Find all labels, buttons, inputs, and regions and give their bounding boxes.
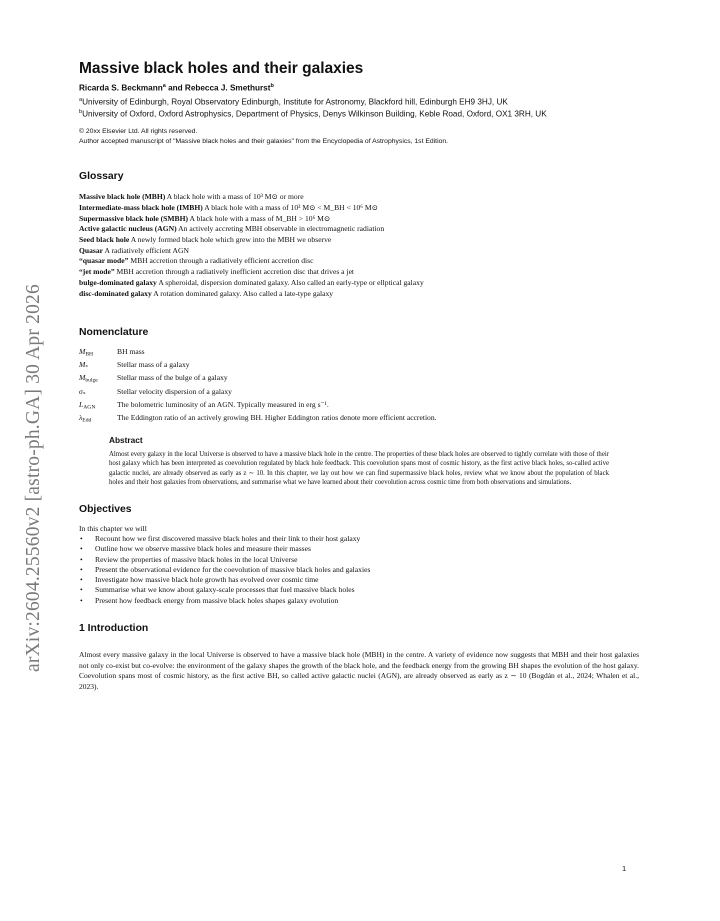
glossary-item — [79, 289, 639, 300]
nomenclature-description: Stellar velocity dispersion of a galaxy — [117, 386, 232, 396]
glossary-item — [79, 278, 639, 289]
objective-item: • Recount how we first discovered massive black holes and their link to their host galaxy — [79, 534, 639, 544]
nomenclature-row — [79, 413, 639, 426]
symbol-subscript: BH — [85, 351, 94, 358]
nomenclature-section — [79, 327, 639, 426]
author-2-affil-mark: b — [270, 83, 274, 89]
nomenclature-row — [79, 400, 639, 413]
glossary-definition: MBH accretion through a radiatively efficient accretion disc — [130, 256, 314, 266]
symbol-subscript: AGN — [83, 404, 96, 411]
glossary-definition: MBH accretion through a radiatively inefficient accretion disc that drives a jet — [116, 267, 355, 277]
symbol-base: M — [79, 360, 86, 370]
nomenclature-row — [79, 347, 639, 360]
glossary-term: Seed black hole — [79, 235, 130, 245]
affiliation-b — [79, 107, 639, 120]
glossary-definition: A black hole with a mass of 10³ M⊙ or more — [166, 192, 304, 202]
glossary-term: Active galactic nucleus (AGN) — [79, 224, 177, 234]
symbol-base: σ — [79, 386, 83, 396]
nomenclature-symbol — [79, 360, 117, 373]
glossary-definition: A black hole with a mass of 10³ M⊙ < M_BH < 10⁶ M⊙ — [204, 202, 378, 212]
arxiv-identifier-text: arXiv:2604.25560v2 [astro-ph.GA] 30 Apr 2026 — [23, 284, 44, 672]
author-1: Ricarda S. Beckmann — [79, 83, 163, 93]
author-2: Rebecca J. Smethurst — [184, 83, 271, 93]
copyright-line: © 20xx Elsevier Ltd. All rights reserved. — [79, 128, 198, 136]
glossary-item — [79, 203, 639, 214]
objective-item: • Investigate how massive black hole growth has evolved over cosmic time — [79, 575, 639, 585]
introduction-text: Almost every massive galaxy in the local Universe is observed to have a massive black hole (MBH) in the centre. A variety of evidence now suggests that MBH and their host galaxies not only co-exist but co-evolve: the environment of the galaxy shapes the growth of the black hole, and the feedback energy from the growing BH shapes the evolution of the host galaxy. Coevolution spans most of cosmic history, as the first active BH, so called active galactic nuclei (AGN), are already observed as early as z ∼ 10 (Bogdán et al., 2024; Whalen et al., 2023). — [79, 649, 639, 691]
symbol-base: M — [79, 373, 86, 383]
symbol-subscript: bulge — [85, 377, 98, 384]
paper-page — [79, 60, 639, 692]
affiliation-a-text: University of Edinburgh, Royal Observatory Edinburgh, Institute for Astronomy, Blackford hill, Edinburgh EH9 3HJ, UK — [82, 97, 508, 107]
affiliation-a-mark: a — [79, 96, 83, 103]
glossary-definition: A spheroidal, dispersion dominated galaxy. Also called an early-type or ellptical galaxy — [158, 277, 424, 287]
manuscript-note: Author accepted manuscript of "Massive black holes and their galaxies" from the Encyclopedia of Astrophysics, 1st Edition. — [79, 138, 449, 146]
glossary-term: Intermediate-mass black hole (IMBH) — [79, 202, 203, 212]
glossary-item — [79, 246, 639, 257]
nomenclature-symbol — [79, 373, 117, 386]
glossary-term: “jet mode” — [79, 267, 115, 277]
objectives-section — [79, 504, 639, 606]
nomenclature-description: Stellar mass of the bulge of a galaxy — [117, 373, 228, 383]
nomenclature-heading: Nomenclature — [79, 327, 149, 339]
nomenclature-symbol — [79, 347, 117, 360]
affiliation-b-text: University of Oxford, Oxford Astrophysics, Department of Physics, Denys Wilkinson Building, Keble Road, Oxford, OX1 3RH, UK — [82, 110, 547, 120]
objectives-heading: Objectives — [79, 503, 132, 515]
glossary-item — [79, 256, 639, 267]
paper-title: Massive black holes and their galaxies — [79, 60, 364, 77]
glossary-definition: A newly formed black hole which grew into the MBH we observe — [130, 235, 332, 245]
objectives-intro: In this chapter we will — [79, 523, 147, 533]
abstract-text: Almost every galaxy in the local Universe is observed to have a massive black hole in the centre. The properties of these black holes are observed to tightly correlate with those of their host galaxy which has been interpreted as coevolution regulated by black hole feedback. This coevolution spans most of cosmic history, as the first active black holes, so-called active galactic nuclei, are already observed as early as z ∼ 10. In this chapter, we lay out how we can find supermassive black holes, review what we know about the population of black holes and their host galaxies from observations, and summarise what we have learned about their coevolution across cosmic time from both observations and simulations. — [109, 450, 609, 487]
glossary-item — [79, 214, 639, 225]
glossary-heading: Glossary — [79, 171, 124, 183]
nomenclature-symbol — [79, 400, 117, 413]
objective-item: • Present the observational evidence for the coevolution of massive black holes and galaxies — [79, 565, 639, 575]
glossary-list — [79, 192, 639, 299]
glossary-item — [79, 235, 639, 246]
introduction-section — [79, 623, 639, 692]
nomenclature-symbol — [79, 413, 117, 426]
glossary-definition: A radiatively efficient AGN — [104, 245, 189, 255]
introduction-heading: 1 Introduction — [79, 622, 149, 634]
glossary-term: Supermassive black hole (SMBH) — [79, 213, 189, 223]
objective-item: • Summarise what we know about galaxy-scale processes that fuel massive black holes — [79, 585, 639, 595]
author-line — [79, 83, 639, 93]
nomenclature-list — [79, 347, 639, 426]
objective-item: • Present how feedback energy from massive black holes shapes galaxy evolution — [79, 596, 639, 606]
glossary-term: “quasar mode” — [79, 256, 129, 266]
nomenclature-description: BH mass — [117, 347, 145, 357]
glossary-term: disc-dominated galaxy — [79, 288, 152, 298]
glossary-item — [79, 224, 639, 235]
page-number: 1 — [622, 864, 627, 873]
glossary-definition: An actively accreting MBH observable in electromagnetic radiation — [178, 224, 385, 234]
glossary-definition: A rotation dominated galaxy. Also called a late-type galaxy — [153, 288, 334, 298]
symbol-subscript: Edd — [82, 417, 92, 424]
objective-item: • Outline how we observe massive black holes and measure their masses — [79, 544, 639, 554]
abstract-section — [109, 435, 609, 488]
nomenclature-description: The Eddington ratio of an actively growing BH. Higher Eddington ratios denote more efficient accretion. — [117, 412, 437, 422]
glossary-term: Quasar — [79, 245, 104, 255]
symbol-base: λ — [79, 412, 83, 422]
author-joiner: and — [165, 83, 185, 93]
glossary-term: bulge-dominated galaxy — [79, 277, 157, 287]
symbol-subscript: * — [82, 391, 86, 398]
copyright-block — [79, 127, 639, 147]
nomenclature-row — [79, 387, 639, 400]
nomenclature-row — [79, 360, 639, 373]
author-1-affil-mark: a — [162, 83, 166, 89]
glossary-section — [79, 171, 639, 299]
glossary-definition: A black hole with a mass of M_BH > 10⁶ M⊙ — [189, 213, 331, 223]
objectives-list — [79, 534, 639, 606]
symbol-base: M — [79, 347, 86, 357]
objective-item: • Review the properties of massive black holes in the local Universe — [79, 555, 639, 565]
affiliation-a — [79, 95, 639, 108]
nomenclature-description: The bolometric luminosity of an AGN. Typically measured in erg s⁻¹. — [117, 399, 329, 409]
nomenclature-row — [79, 373, 639, 386]
nomenclature-symbol — [79, 387, 117, 400]
symbol-subscript: * — [85, 364, 89, 371]
symbol-base: L — [79, 399, 84, 409]
glossary-term: Massive black hole (MBH) — [79, 192, 166, 202]
glossary-item — [79, 267, 639, 278]
affiliation-b-mark: b — [79, 109, 83, 116]
nomenclature-description: Stellar mass of a galaxy — [117, 360, 190, 370]
glossary-item — [79, 192, 639, 203]
abstract-heading: Abstract — [109, 434, 143, 445]
arxiv-identifier — [22, 222, 46, 672]
